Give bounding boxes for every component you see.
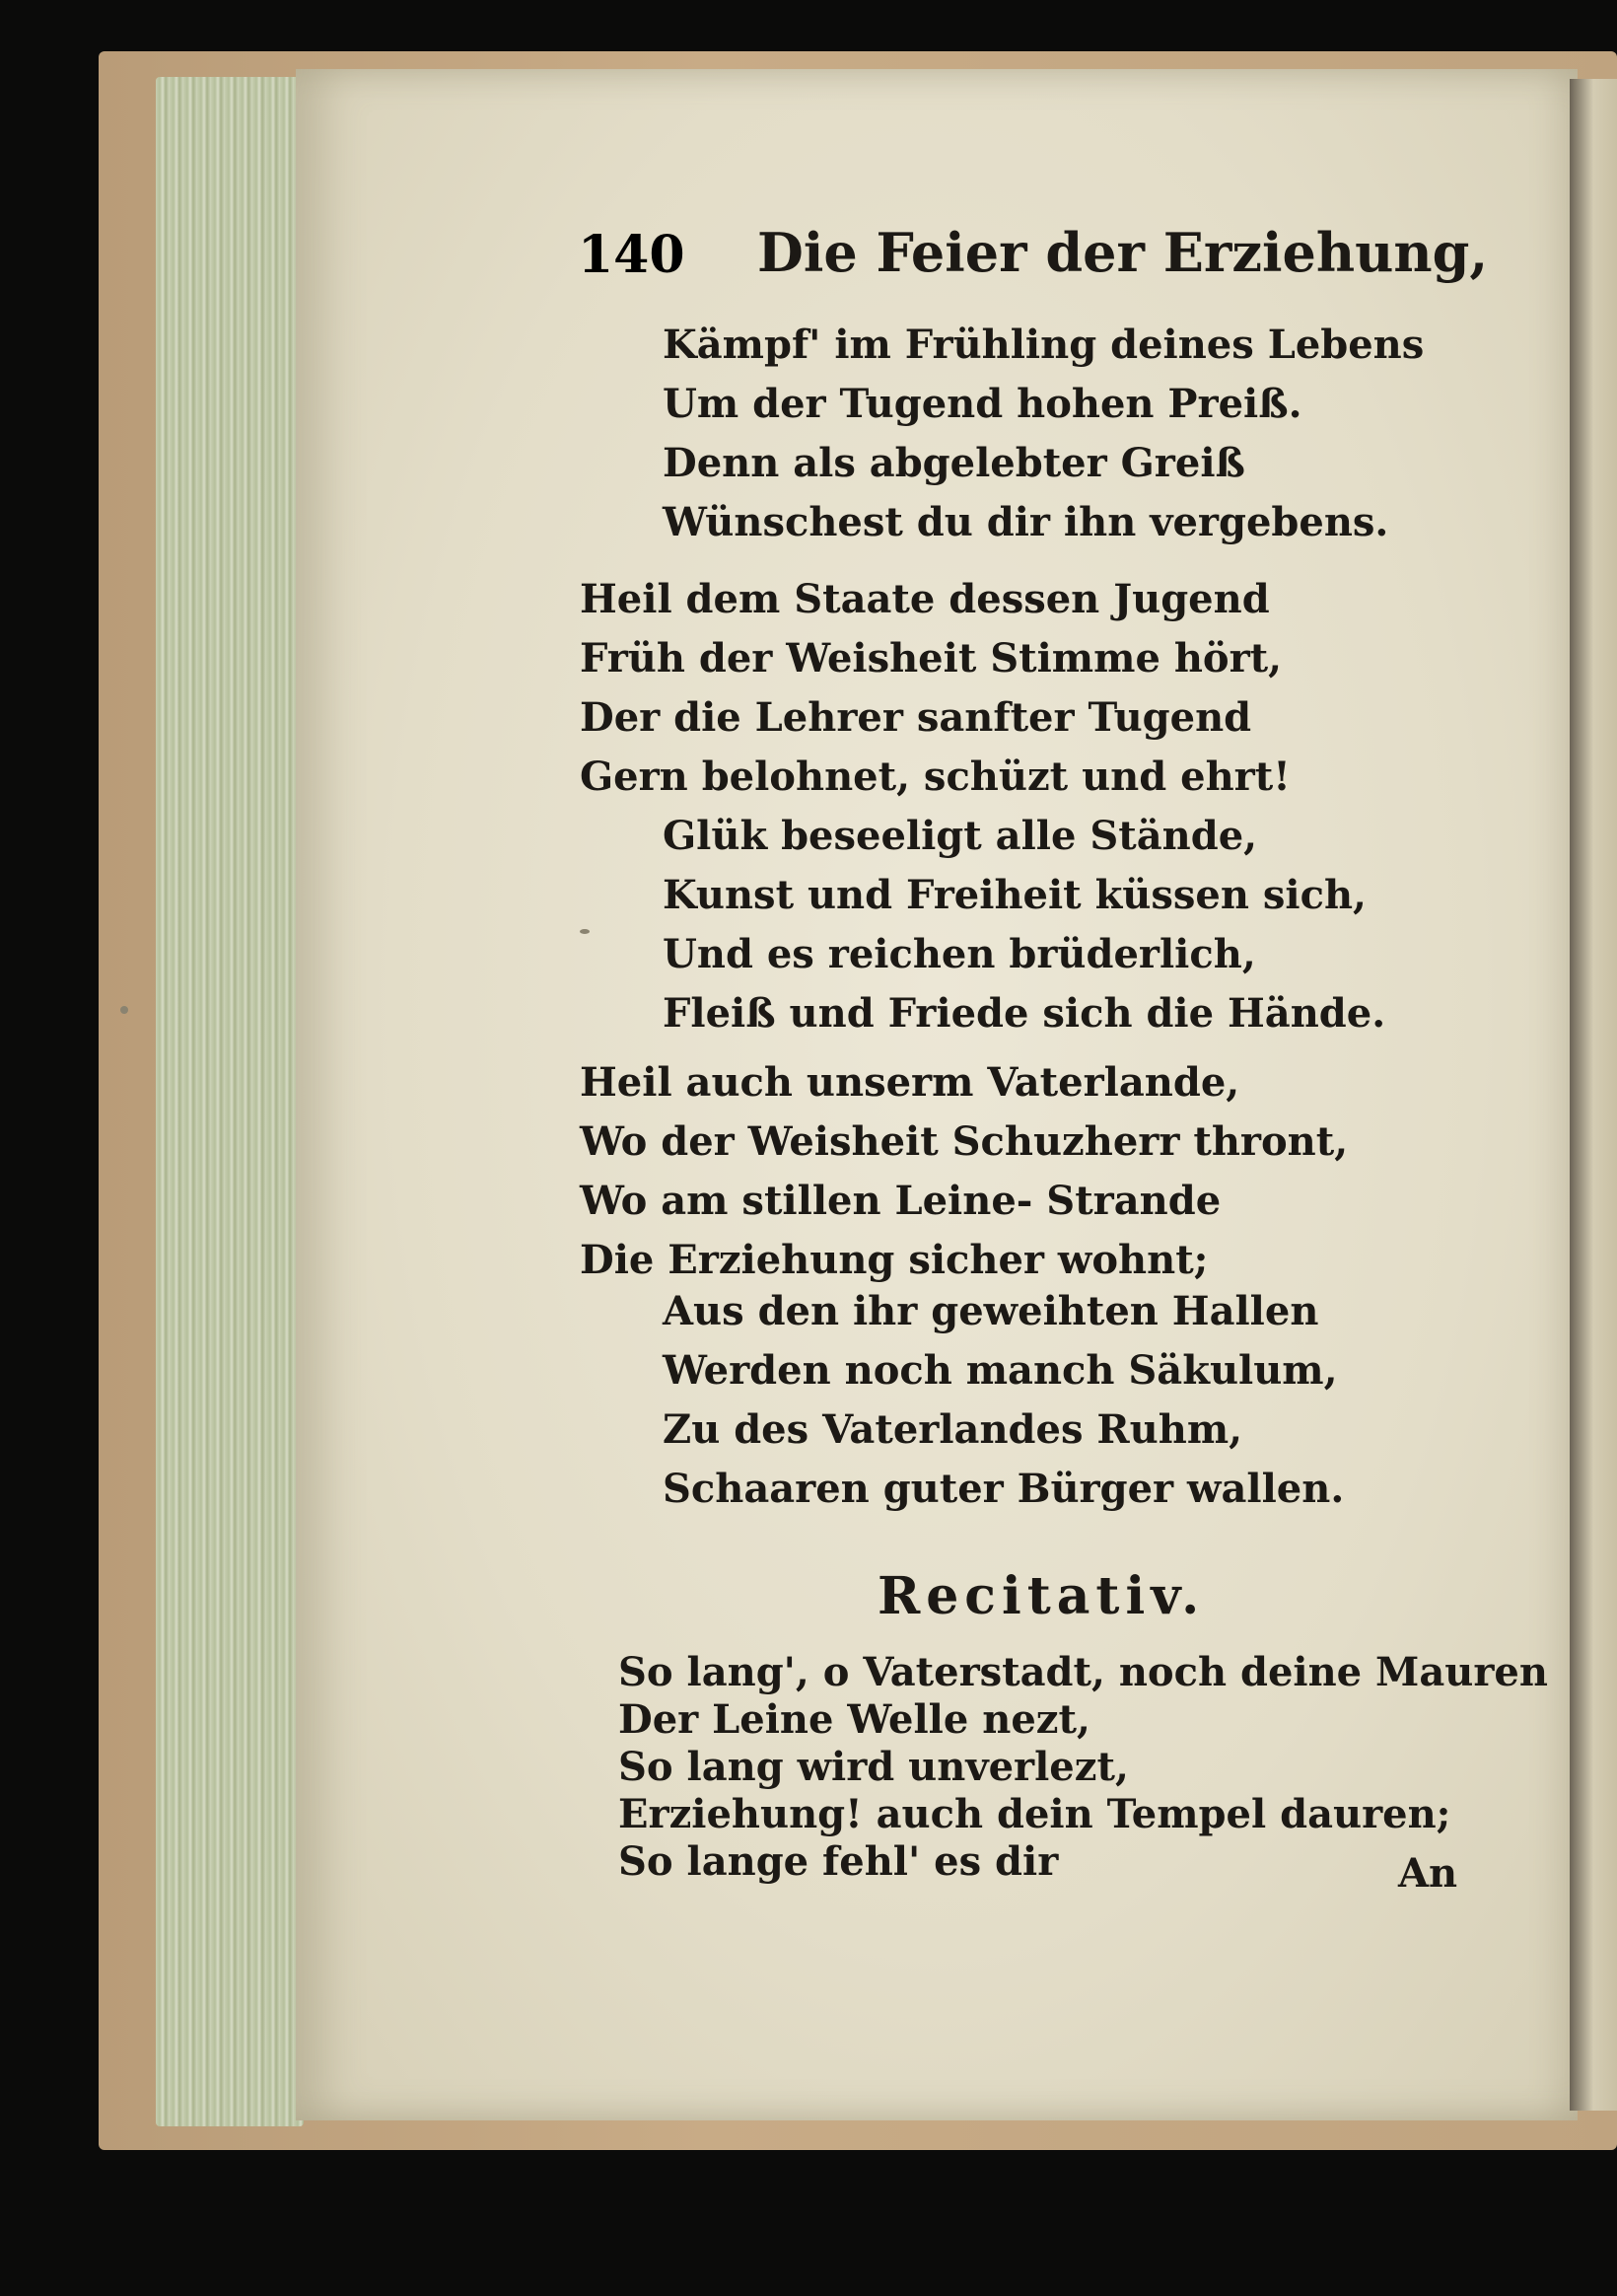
verse-line: Wünschest du dir ihn vergebens.	[663, 499, 1389, 545]
stanza-1	[663, 316, 1424, 552]
verse-line: Und es reichen brüderlich,	[663, 931, 1256, 977]
verse-line: Wo der Weisheit Schuzherr thront,	[580, 1118, 1349, 1165]
verse-line: Aus den ihr geweihten Hallen	[663, 1288, 1319, 1334]
recitativ-line: So lang wird unverlezt,	[618, 1744, 1129, 1790]
paper-speck	[580, 929, 590, 934]
verse-line: Schaaren guter Bürger wallen.	[663, 1466, 1345, 1512]
recitativ-line: So lange fehl' es dir	[618, 1838, 1059, 1885]
page-gutter	[1570, 79, 1617, 2111]
verse-line: Heil dem Staate dessen Jugend	[580, 576, 1270, 622]
stanza-2-part-1	[580, 570, 1291, 807]
verse-line: Der die Lehrer sanfter Tugend	[580, 694, 1252, 741]
verse-line: Denn als abgelebter Greiß	[663, 440, 1245, 486]
verse-line: Glük beseeligt alle Stände,	[663, 813, 1258, 859]
verse-line: Gern belohnet, schüzt und ehrt!	[580, 753, 1291, 800]
verse-line: Zu des Vaterlandes Ruhm,	[663, 1406, 1243, 1453]
section-heading: Recitativ.	[878, 1566, 1206, 1626]
verse-line: Heil auch unserm Vaterlande,	[580, 1059, 1240, 1106]
verse-line: Kämpf' im Frühling deines Lebens	[663, 322, 1425, 368]
paper-speck	[120, 1006, 128, 1014]
page-edges	[156, 77, 304, 2126]
verse-line: Werden noch manch Säkulum,	[663, 1347, 1338, 1394]
recitativ-line: Erziehung! auch dein Tempel dauren;	[618, 1791, 1451, 1837]
verse-line: Um der Tugend hohen Preiß.	[663, 381, 1302, 427]
catchword: An	[1398, 1850, 1458, 1897]
recitativ-line: Der Leine Welle nezt,	[618, 1696, 1090, 1743]
verse-line: Die Erziehung sicher wohnt;	[580, 1237, 1209, 1283]
running-title: Die Feier der Erziehung,	[757, 221, 1489, 284]
verse-line: Fleiß und Friede sich die Hände.	[663, 990, 1386, 1037]
stanza-3-part-1	[580, 1053, 1348, 1290]
recitativ-line: So lang', o Vaterstadt, noch deine Mauren	[618, 1649, 1548, 1695]
verse-line: Kunst und Freiheit küssen sich,	[663, 872, 1367, 918]
stanza-2-part-2	[663, 807, 1385, 1043]
stanza-3-part-2	[663, 1282, 1344, 1519]
verse-line: Wo am stillen Leine- Strande	[580, 1178, 1222, 1224]
page-number: 140	[578, 225, 685, 285]
verse-line: Früh der Weisheit Stimme hört,	[580, 635, 1283, 682]
